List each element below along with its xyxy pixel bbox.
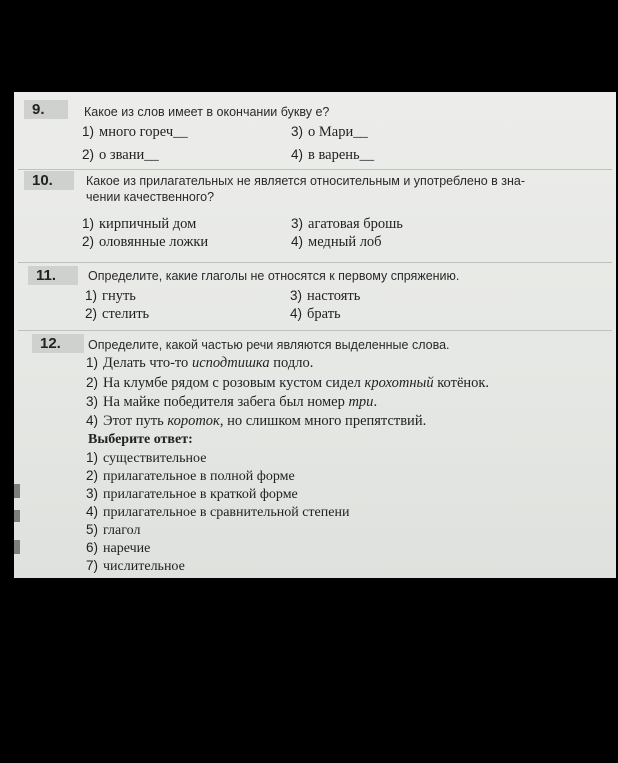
q9-option-1: 1) много гореч__ [82, 124, 188, 140]
q10-option-3: 3) агатовая брошь [291, 216, 403, 232]
highlighted-word: крохотный [364, 375, 434, 391]
q11-option-2: 2) стелить [85, 306, 150, 322]
highlighted-word: короток [167, 413, 220, 429]
question-9-number: 9. [24, 100, 68, 119]
question-10-text-line1: Какое из прилагательных не является относительным и употреблено в зна- [86, 174, 526, 188]
q12-answer-1: 1) существительное [86, 450, 207, 466]
q12-answer-7: 7) числительное [86, 558, 185, 574]
q12-sentence-4: 4) Этот путь короток, но слишком много препятствий. [86, 413, 427, 429]
q12-sentence-1: 1) Делать что-то исподтишка подло. [86, 355, 314, 371]
divider [18, 262, 612, 263]
question-10-number: 10. [24, 171, 74, 190]
q12-answer-4: 4) прилагательное в сравнительной степени [86, 504, 350, 520]
question-11-number: 11. [28, 266, 78, 285]
q12-sentence-2: 2) На клумбе рядом с розовым кустом сидел крохотный котёнок. [86, 375, 490, 391]
divider [18, 330, 612, 331]
worksheet-page [14, 92, 616, 578]
q10-option-4: 4) медный лоб [291, 234, 382, 250]
highlighted-word: три [348, 394, 374, 410]
q9-option-3: 3) о Мари__ [291, 124, 368, 140]
q11-option-1: 1) гнуть [85, 288, 136, 304]
question-12-text: Определите, какой частью речи являются выделенные слова. [88, 338, 450, 352]
page-edge-mark [14, 484, 20, 498]
q10-option-1: 1) кирпичный дом [82, 216, 197, 232]
page-edge-mark [14, 510, 20, 522]
q12-answer-2: 2) прилагательное в полной форме [86, 468, 295, 484]
q12-answer-3: 3) прилагательное в краткой форме [86, 486, 298, 502]
q11-option-3: 3) настоять [290, 288, 361, 304]
question-10-text-line2: чении качественного? [86, 190, 215, 204]
question-11-text: Определите, какие глаголы не относятся к первому спряжению. [88, 269, 460, 283]
page-edge-mark [14, 540, 20, 554]
divider [18, 169, 612, 170]
question-9-text: Какое из слов имеет в окончании букву е? [84, 105, 330, 119]
q12-answer-6: 6) наречие [86, 540, 151, 556]
q9-option-4: 4) в варень__ [291, 147, 375, 163]
question-12-number: 12. [32, 334, 84, 353]
q9-option-2: 2) о звани__ [82, 147, 159, 163]
q11-option-4: 4) брать [290, 306, 341, 322]
highlighted-word: исподтишка [191, 355, 270, 371]
q10-option-2: 2) оловянные ложки [82, 234, 209, 250]
choose-answer-label: Выберите ответ: [88, 432, 193, 447]
q12-sentence-3: 3) На майке победителя забега был номер три. [86, 394, 378, 410]
q12-answer-5: 5) глагол [86, 522, 141, 538]
